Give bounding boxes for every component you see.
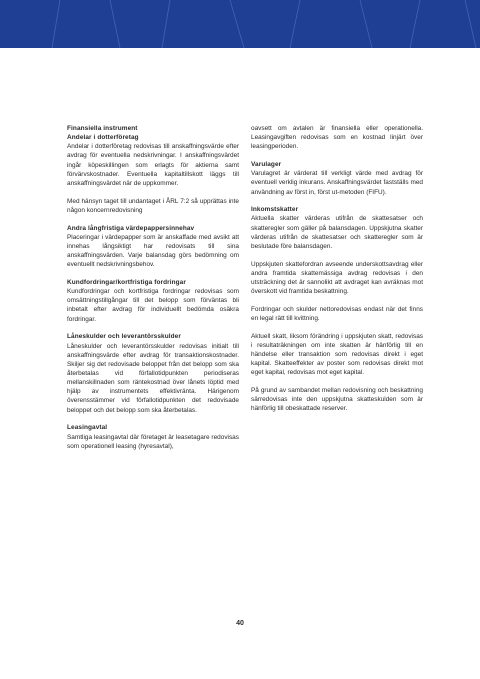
paragraph: Kundfordringar och kortfristiga fordringar redovisas som omsättningstillgångar till det belopp som förväntas bli inbetalt efter avdrag för individuellt bedömda osäkra fordringar.	[67, 288, 239, 323]
paragraph: Uppskjuten skattefordran avseende underskottsavdrag eller andra framtida skattemässiga avdrag redovisas i den utsträckning det är sannolikt att avdraget kan avräknas mot överskott vid framtida beskattning.	[251, 260, 423, 296]
paragraph: Aktuell skatt, liksom förändring i uppskjuten skatt, redovisas i resultaträkningen om inte skatten är hänförlig till en händelse eller transaktion som redovisas direkt i eget kapital. Skatteeffekter av poster som redovisas direkt mot eget kapital, redovisas mot eget kapital.	[251, 332, 423, 377]
paragraph: Placeringar i värdepapper som är anskaffade med avsikt att innehas långsiktigt har redovisats till sina anskaffningsvärden. Varje balansdag görs bedömning om eventuellt nedskrivningsbehov.	[67, 233, 239, 269]
paragraph: Med hänsyn taget till undantaget i ÅRL 7:2 så upprättas inte någon koncernredovisning	[67, 197, 239, 214]
heading-leasingavtal: Leasingavtal	[67, 424, 108, 432]
header-banner	[0, 0, 480, 48]
section-title: Finansiella instrument	[67, 125, 138, 132]
paragraph: Aktuella skatter värderas utifrån de skattesatser och skatteregler som gäller på balansdagen. Uppskjutna skatter värderas utifrån de skattesatser och skatteregler som är beslutade före balansdagen.	[251, 215, 423, 250]
paragraph: På grund av sambandet mellan redovisning och beskattning särredovisas inte den uppskjutna skatteskulden som är hänförlig till obeskattade reserver.	[251, 387, 423, 413]
heading-andelar-dotterforetag: Andelar i dotterföretag	[67, 134, 139, 142]
right-column	[251, 124, 423, 414]
paragraph: Fordringar och skulder nettoredovisas endast när det finns en legal rätt till kvittning.	[251, 305, 423, 323]
paragraph: Varulagret är värderat till verkligt värde med avdrag för eventuell verklig inkurans. Anskaffningsvärdet fastställs med användning av först in, först ut-metoden (FIFU).	[251, 170, 423, 196]
left-column	[67, 124, 239, 451]
heading-inkomstskatter: Inkomstskatter	[251, 206, 299, 214]
heading-laneskulder: Låneskulder och leverantörsskulder	[67, 333, 181, 341]
heading-langfristiga-vardepapper: Andra långfristiga värdepappersinnehav	[67, 224, 195, 232]
heading-varulager: Varulager	[251, 161, 282, 169]
paragraph: Andelar i dotterföretag redovisas till anskaffningsvärde efter avdrag för eventuella nedskrivningar. I anskaffningsvärdet ingår köpeskillingen som erlagts för aktierna samt förvärvskostnader. Eventuella kapitaltillskott läggs till anskaffningsvärdet när de uppkommer.	[67, 143, 239, 187]
paragraph: oavsett om avtalen är finansiella eller operationella. Leasingavgiften redovisas som en kostnad linjärt över leasingperioden.	[251, 125, 423, 151]
paragraph: Låneskulder och leverantörsskulder redovisas initialt till anskaffningsvärde efter avdrag för transaktionskostnader. Skiljer sig det redovisade beloppet från det belopp som ska återbetalas vid förfallotidpunkten periodiseras mellanskillnaden som räntekostnad över lånets löptid med hjälp av instrumentets effektivränta. Härigenom överensstämmer vid förfallotidpunkten det redovisade beloppet och det belopp som ska återbetalas.	[67, 342, 239, 414]
heading-kundfordringar: Kundfordringar/kortfristiga fordringar	[67, 278, 186, 286]
banner-decoration	[0, 0, 480, 48]
page-number: 40	[236, 620, 244, 627]
paragraph: Samtliga leasingavtal där företaget är leasetagare redovisas som operationell leasing (hyresavtal),	[67, 433, 239, 450]
